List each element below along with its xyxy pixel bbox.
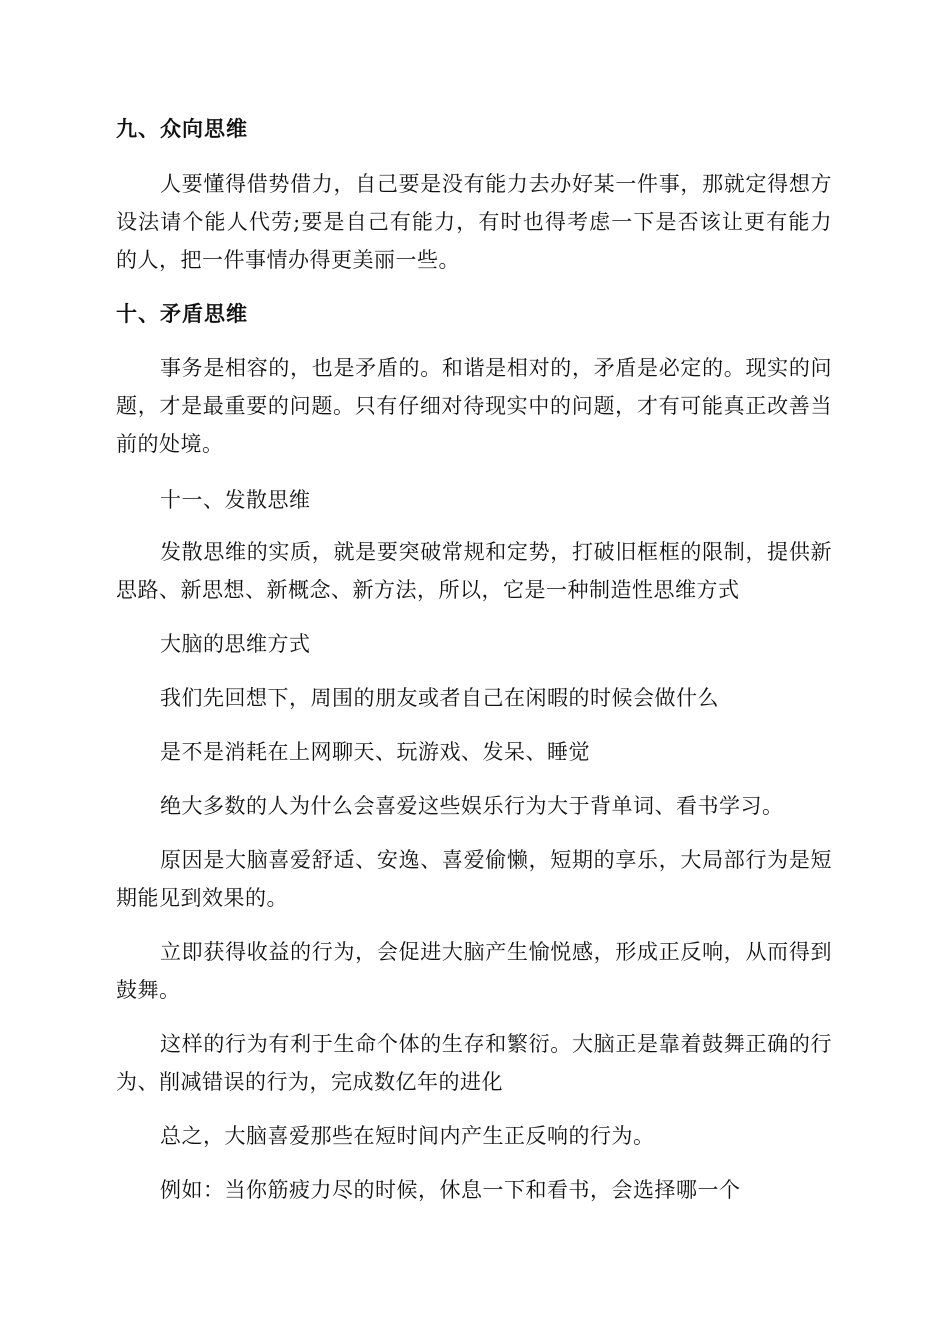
brain-paragraph-1: 我们先回想下，周围的朋友或者自己在闲暇的时候会做什么 bbox=[160, 686, 719, 710]
brain-paragraph-6: 这样的行为有利于生命个体的生存和繁衍。大脑正是靠着鼓舞正确的行为、削减错误的行为，完成数亿年的进化 bbox=[116, 1032, 832, 1094]
brain-paragraph-4: 原因是大脑喜爱舒适、安逸、喜爱偷懒，短期的享乐，大局部行为是短期能见到效果的。 bbox=[116, 848, 832, 910]
section-11-heading: 十一、发散思维 bbox=[160, 488, 311, 512]
brain-paragraph-2: 是不是消耗在上网聊天、玩游戏、发呆、睡觉 bbox=[160, 740, 590, 764]
brain-paragraph-3: 绝大多数的人为什么会喜爱这些娱乐行为大于背单词、看书学习。 bbox=[160, 794, 784, 818]
brain-section-title: 大脑的思维方式 bbox=[160, 632, 311, 656]
brain-paragraph-7: 总之，大脑喜爱那些在短时间内产生正反响的行为。 bbox=[160, 1124, 655, 1148]
section-10-paragraph: 事务是相容的，也是矛盾的。和谐是相对的，矛盾是必定的。现实的问题，才是最重要的问题。只有仔细对待现实中的问题，才有可能真正改善当前的处境。 bbox=[116, 356, 832, 456]
section-9-paragraph: 人要懂得借势借力，自己要是没有能力去办好某一件事，那就定得想方设法请个能人代劳;要是自己有能力，有时也得考虑一下是否该让更有能力的人，把一件事情办得更美丽一些。 bbox=[116, 172, 832, 272]
section-11-paragraph: 发散思维的实质，就是要突破常规和定势，打破旧框框的限制，提供新思路、新思想、新概念、新方法，所以，它是一种制造性思维方式 bbox=[116, 540, 832, 602]
section-10-heading: 十、矛盾思维 bbox=[116, 302, 248, 326]
brain-paragraph-8: 例如：当你筋疲力尽的时候，休息一下和看书，会选择哪一个 bbox=[160, 1178, 741, 1202]
section-9-heading: 九、众向思维 bbox=[116, 117, 248, 141]
brain-paragraph-5: 立即获得收益的行为，会促进大脑产生愉悦感，形成正反响，从而得到鼓舞。 bbox=[116, 940, 832, 1002]
